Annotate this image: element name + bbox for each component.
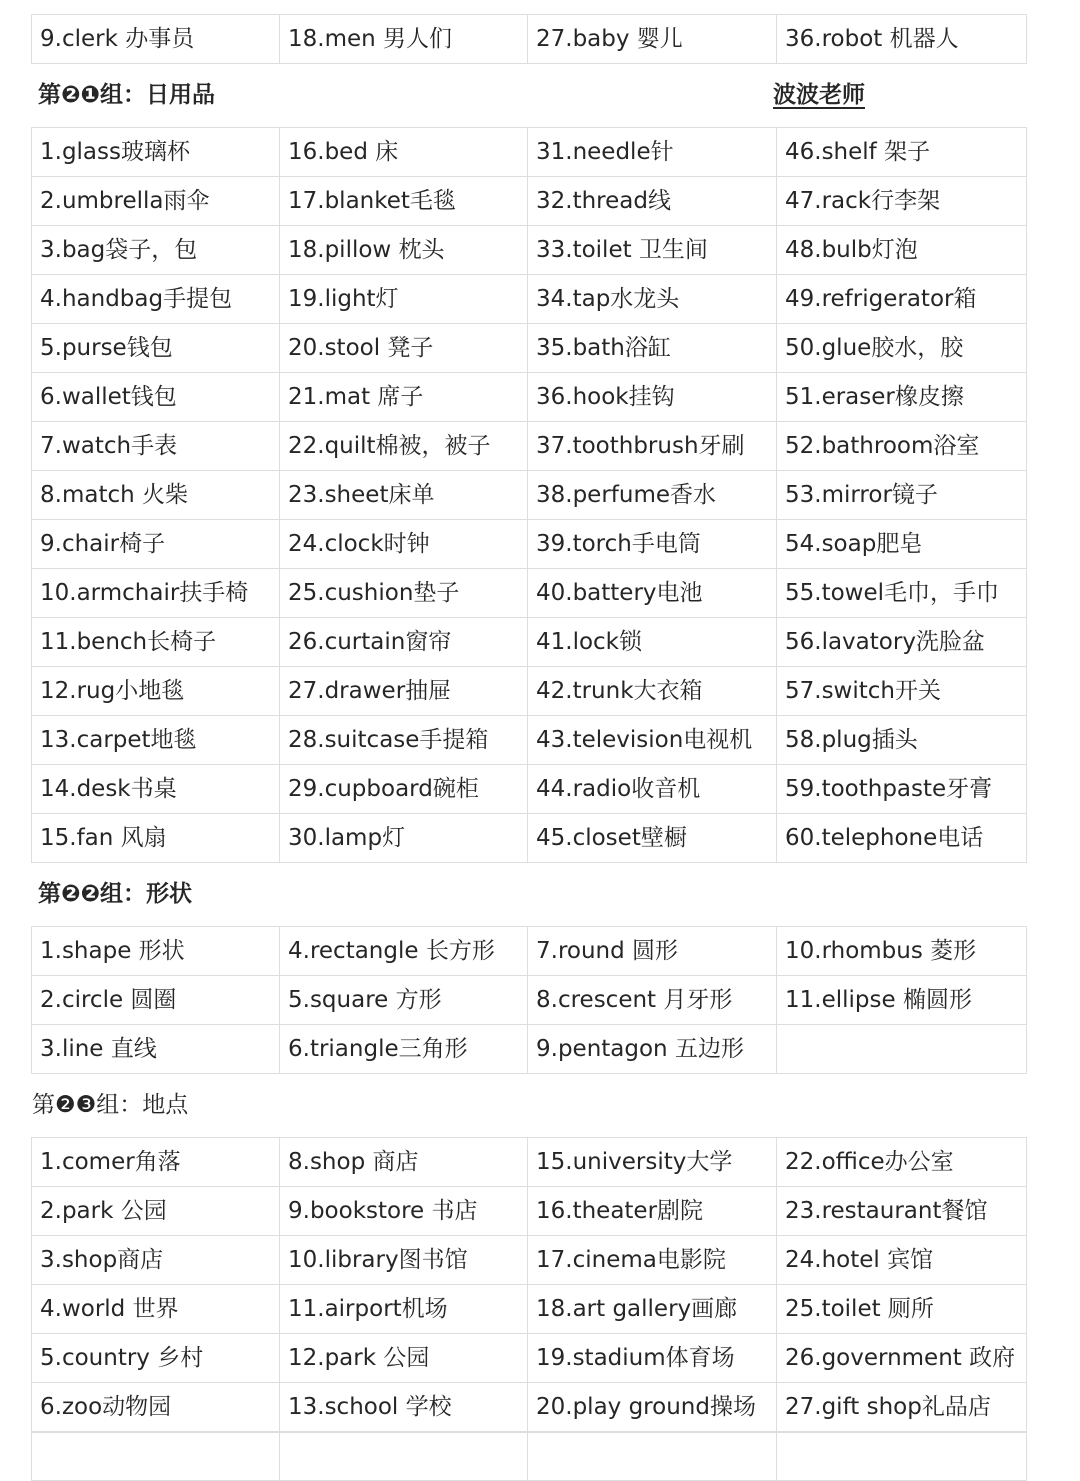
table-cell: 25.cushion垫子 bbox=[280, 569, 528, 618]
table-cell: 51.eraser橡皮擦 bbox=[777, 373, 1027, 422]
table-cell: 43.television电视机 bbox=[528, 716, 777, 765]
table-cell: 11.ellipse 椭圆形 bbox=[777, 976, 1027, 1025]
table-cell: 17.cinema电影院 bbox=[528, 1236, 777, 1285]
table-group23 bbox=[31, 1137, 1027, 1432]
table-cell: 11.bench长椅子 bbox=[32, 618, 280, 667]
table-cell: 40.battery电池 bbox=[528, 569, 777, 618]
table-row bbox=[32, 1236, 1027, 1285]
table-cell: 53.mirror镜子 bbox=[777, 471, 1027, 520]
table-cell: 16.theater剧院 bbox=[528, 1187, 777, 1236]
table-cell: 11.airport机场 bbox=[280, 1285, 528, 1334]
table-cell: 7.watch手表 bbox=[32, 422, 280, 471]
table-row bbox=[32, 1334, 1027, 1383]
table-cell: 9.bookstore 书店 bbox=[280, 1187, 528, 1236]
table-cell: 23.restaurant餐馆 bbox=[777, 1187, 1027, 1236]
table-cell: 60.telephone电话 bbox=[777, 814, 1027, 863]
table-cell: 18.men 男人们 bbox=[280, 15, 528, 64]
table-row bbox=[32, 1138, 1027, 1187]
group23-heading bbox=[31, 1074, 1026, 1137]
table-cell: 44.radio收音机 bbox=[528, 765, 777, 814]
table-cell: 35.bath浴缸 bbox=[528, 324, 777, 373]
table-cell: 45.closet壁橱 bbox=[528, 814, 777, 863]
table-cell: 27.gift shop礼品店 bbox=[777, 1383, 1027, 1432]
table-row bbox=[32, 128, 1027, 177]
vocabulary-document bbox=[31, 0, 1026, 1481]
table-cell: 24.hotel 宾馆 bbox=[777, 1236, 1027, 1285]
table-cell: 26.curtain窗帘 bbox=[280, 618, 528, 667]
table-cell: 9.clerk 办事员 bbox=[32, 15, 280, 64]
table-cell: 18.pillow 枕头 bbox=[280, 226, 528, 275]
table-row bbox=[32, 1383, 1027, 1432]
table-cell: 8.crescent 月牙形 bbox=[528, 976, 777, 1025]
table-cell: 7.round 圆形 bbox=[528, 927, 777, 976]
table-group20-tail bbox=[31, 14, 1027, 64]
table-cell: 1.glass玻璃杯 bbox=[32, 128, 280, 177]
table-cell: 9.pentagon 五边形 bbox=[528, 1025, 777, 1074]
table-cell: 30.lamp灯 bbox=[280, 814, 528, 863]
table-cell: 8.shop 商店 bbox=[280, 1138, 528, 1187]
table-cell: 5.purse钱包 bbox=[32, 324, 280, 373]
table-cell: 19.light灯 bbox=[280, 275, 528, 324]
table-cell: 42.trunk大衣箱 bbox=[528, 667, 777, 716]
table-cell: 4.world 世界 bbox=[32, 1285, 280, 1334]
table-cell: 55.towel毛巾，手巾 bbox=[777, 569, 1027, 618]
table-cell: 28.suitcase手提箱 bbox=[280, 716, 528, 765]
table-cell: 15.university大学 bbox=[528, 1138, 777, 1187]
table-cell: 3.bag袋子，包 bbox=[32, 226, 280, 275]
table-row bbox=[32, 814, 1027, 863]
table-cell: 27.baby 婴儿 bbox=[528, 15, 777, 64]
table-row bbox=[32, 1025, 1027, 1074]
table-row bbox=[32, 618, 1027, 667]
table-cell: 6.wallet钱包 bbox=[32, 373, 280, 422]
table-cell: 12.park 公园 bbox=[280, 1334, 528, 1383]
table-row bbox=[32, 976, 1027, 1025]
table-row bbox=[32, 275, 1027, 324]
table-cell: 56.lavatory洗脸盆 bbox=[777, 618, 1027, 667]
table-cell: 27.drawer抽屉 bbox=[280, 667, 528, 716]
table-cell: 2.umbrella雨伞 bbox=[32, 177, 280, 226]
table-row bbox=[32, 927, 1027, 976]
table-cell: 26.government 政府 bbox=[777, 1334, 1027, 1383]
table-row bbox=[32, 324, 1027, 373]
table-cell: 50.glue胶水，胶 bbox=[777, 324, 1027, 373]
table-row bbox=[32, 422, 1027, 471]
table-cell: 32.thread线 bbox=[528, 177, 777, 226]
table-cell: 31.needle针 bbox=[528, 128, 777, 177]
table-cell: 29.cupboard碗柜 bbox=[280, 765, 528, 814]
table-group22 bbox=[31, 926, 1027, 1074]
table-cell: 10.armchair扶手椅 bbox=[32, 569, 280, 618]
table-cell: 25.toilet 厕所 bbox=[777, 1285, 1027, 1334]
table-row bbox=[32, 716, 1027, 765]
table-cell: 46.shelf 架子 bbox=[777, 128, 1027, 177]
table-cell: 39.torch手电筒 bbox=[528, 520, 777, 569]
table-cell: 48.bulb灯泡 bbox=[777, 226, 1027, 275]
table-cell: 59.toothpaste牙膏 bbox=[777, 765, 1027, 814]
table-cell: 5.square 方形 bbox=[280, 976, 528, 1025]
table-cell: 37.toothbrush牙刷 bbox=[528, 422, 777, 471]
table-cell: 5.country 乡村 bbox=[32, 1334, 280, 1383]
table-cell: 1.shape 形状 bbox=[32, 927, 280, 976]
table-cell: 52.bathroom浴室 bbox=[777, 422, 1027, 471]
table-row bbox=[32, 471, 1027, 520]
table-cell: 9.chair椅子 bbox=[32, 520, 280, 569]
table-cell: 23.sheet床单 bbox=[280, 471, 528, 520]
table-cell: 3.shop商店 bbox=[32, 1236, 280, 1285]
table-cell: 22.quilt棉被，被子 bbox=[280, 422, 528, 471]
table-cell: 47.rack行李架 bbox=[777, 177, 1027, 226]
table-group21 bbox=[31, 127, 1027, 863]
table-cell: 58.plug插头 bbox=[777, 716, 1027, 765]
table-cell: 57.switch开关 bbox=[777, 667, 1027, 716]
table-cell: 10.rhombus 菱形 bbox=[777, 927, 1027, 976]
table-cell: 33.toilet 卫生间 bbox=[528, 226, 777, 275]
group21-heading bbox=[31, 64, 1026, 127]
table-cell: 19.stadium体育场 bbox=[528, 1334, 777, 1383]
table-row bbox=[32, 1285, 1027, 1334]
group21-title: 第❷❶组：日用品 bbox=[38, 82, 215, 108]
table-cell: 14.desk书桌 bbox=[32, 765, 280, 814]
table-cell: 41.lock锁 bbox=[528, 618, 777, 667]
table-cell: 4.handbag手提包 bbox=[32, 275, 280, 324]
table-row bbox=[32, 569, 1027, 618]
table-cell: 16.bed 床 bbox=[280, 128, 528, 177]
table-cell: 36.hook挂钩 bbox=[528, 373, 777, 422]
table-row bbox=[32, 1187, 1027, 1236]
table-cell: 20.stool 凳子 bbox=[280, 324, 528, 373]
table-cell: 54.soap肥皂 bbox=[777, 520, 1027, 569]
table-cell: 24.clock时钟 bbox=[280, 520, 528, 569]
table-cell: 10.library图书馆 bbox=[280, 1236, 528, 1285]
table-cell: 20.play ground操场 bbox=[528, 1383, 777, 1432]
table-row bbox=[32, 373, 1027, 422]
table-cell: 4.rectangle 长方形 bbox=[280, 927, 528, 976]
table-cell bbox=[777, 1025, 1027, 1074]
table-row bbox=[32, 177, 1027, 226]
table-cell: 13.school 学校 bbox=[280, 1383, 528, 1432]
table-cell: 34.tap水龙头 bbox=[528, 275, 777, 324]
table-cell: 2.circle 圆圈 bbox=[32, 976, 280, 1025]
table-cell: 12.rug小地毯 bbox=[32, 667, 280, 716]
group22-title: 第❷❷组：形状 bbox=[38, 881, 192, 907]
table-cell: 6.triangle三角形 bbox=[280, 1025, 528, 1074]
table-cell: 38.perfume香水 bbox=[528, 471, 777, 520]
table-row bbox=[32, 226, 1027, 275]
table-cell: 17.blanket毛毯 bbox=[280, 177, 528, 226]
table-row bbox=[32, 765, 1027, 814]
table-cell: 49.refrigerator箱 bbox=[777, 275, 1027, 324]
table-cell: 22.office办公室 bbox=[777, 1138, 1027, 1187]
group23-title: 第❷❸组：地点 bbox=[32, 1092, 189, 1118]
table-row bbox=[32, 520, 1027, 569]
table-cell: 21.mat 席子 bbox=[280, 373, 528, 422]
table-row bbox=[32, 15, 1027, 64]
table-cell: 3.line 直线 bbox=[32, 1025, 280, 1074]
table-cell: 6.zoo动物园 bbox=[32, 1383, 280, 1432]
table-cell: 18.art gallery画廊 bbox=[528, 1285, 777, 1334]
table-cell: 15.fan 风扇 bbox=[32, 814, 280, 863]
teacher-name: 波波老师 bbox=[773, 82, 865, 108]
table-cell: 2.park 公园 bbox=[32, 1187, 280, 1236]
table-cell: 8.match 火柴 bbox=[32, 471, 280, 520]
table-row bbox=[32, 667, 1027, 716]
table-cell: 36.robot 机器人 bbox=[777, 15, 1027, 64]
group22-heading bbox=[31, 863, 1026, 926]
table-cutoff-row bbox=[31, 1432, 1027, 1481]
table-cell: 13.carpet地毯 bbox=[32, 716, 280, 765]
table-cell: 1.comer角落 bbox=[32, 1138, 280, 1187]
